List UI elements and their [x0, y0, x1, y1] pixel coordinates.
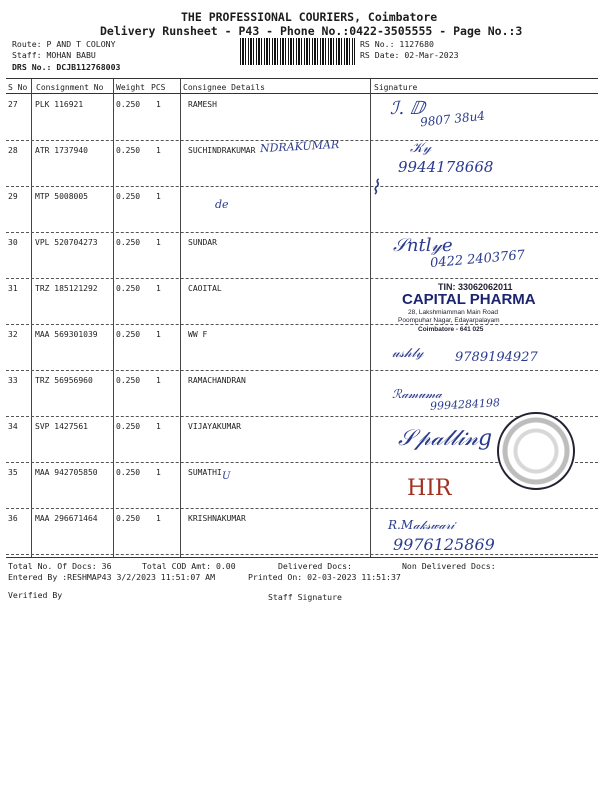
row-pcs: 1 — [156, 514, 161, 523]
signature-mark: 𝒮𝓅𝒶𝓁𝓁𝒾𝓃𝑔 — [398, 426, 493, 451]
signature-mark: 𝒮ntl𝓎e — [393, 235, 453, 256]
col-header-sno: S No — [8, 83, 28, 92]
row-consignment-no: PLK 116921 — [35, 100, 84, 109]
row-separator — [6, 232, 598, 233]
stamp-name: CAPITAL PHARMA — [402, 291, 536, 308]
signature-mark: 𝓊𝓈𝒽𝓁𝓎 — [392, 346, 424, 361]
barcode — [240, 38, 355, 65]
row-weight: 0.250 — [116, 422, 141, 431]
staff-signature-label: Staff Signature — [268, 592, 342, 602]
row-weight: 0.250 — [116, 146, 141, 155]
initials-mark: HIR — [407, 476, 452, 501]
row-pcs: 1 — [156, 146, 161, 155]
non-delivered-docs: Non Delivered Docs: — [402, 561, 496, 571]
row-consignment-no: ATR 1737940 — [35, 146, 88, 155]
printed-on: Printed On: 02-03-2023 11:51:37 — [248, 572, 401, 582]
row-sno: 28 — [8, 146, 18, 155]
row-pcs: 1 — [156, 468, 161, 477]
col-divider — [31, 79, 32, 557]
signature-mark: ℛ𝒶𝓂𝓊𝓂𝒶 — [392, 387, 442, 401]
row-consignee: RAMESH — [188, 100, 217, 109]
row-sno: 36 — [8, 514, 18, 523]
row-separator — [6, 416, 598, 417]
verified-by: Verified By — [8, 590, 63, 600]
staff-label: Staff: MOHAN BABU — [12, 50, 96, 60]
col-header-consignment: Consignment No — [36, 83, 104, 92]
row-pcs: 1 — [156, 100, 161, 109]
col-header-consignee: Consignee Details — [183, 83, 265, 92]
row-pcs: 1 — [156, 422, 161, 431]
runsheet-subtitle: Delivery Runsheet - P43 - Phone No.:0422-3505555 - Page No.:3 — [100, 24, 523, 38]
stamp-tin: TIN: 33062062011 — [438, 282, 513, 292]
row-consignment-no: SVP 1427561 — [35, 422, 88, 431]
row-weight: 0.250 — [116, 376, 141, 385]
row-pcs: 1 — [156, 376, 161, 385]
row-consignee: SUCHINDRAKUMAR — [188, 146, 256, 155]
row-sno: 27 — [8, 100, 18, 109]
row-pcs: 1 — [156, 284, 161, 293]
row-consignee: WW F — [188, 330, 208, 339]
row-consignment-no: MAA 296671464 — [35, 514, 98, 523]
row-sno: 34 — [8, 422, 18, 431]
row-consignment-no: VPL 520704273 — [35, 238, 98, 247]
row-consignment-no: TRZ 185121292 — [35, 284, 98, 293]
delivered-docs: Delivered Docs: — [278, 561, 352, 571]
row-weight: 0.250 — [116, 468, 141, 477]
phone-handwritten: 9789194927 — [455, 350, 538, 365]
col-divider — [113, 79, 114, 557]
stamp-address: 28, Lakshmiamman Main Road — [408, 309, 498, 316]
company-title: THE PROFESSIONAL COURIERS, Coimbatore — [181, 10, 438, 24]
initials-mark: de — [215, 198, 229, 211]
signature-mark: ⌇ — [370, 175, 380, 199]
row-sno: 33 — [8, 376, 18, 385]
col-header-weight: Weight — [116, 83, 145, 92]
phone-handwritten: 0422 2403767 — [429, 247, 526, 272]
row-separator — [6, 554, 598, 555]
row-weight: 0.250 — [116, 192, 141, 201]
consignee-handwritten: U — [222, 471, 231, 482]
row-consignment-no: MTP 5008005 — [35, 192, 88, 201]
phone-handwritten: 9994284198 — [429, 396, 501, 413]
row-separator — [6, 186, 598, 187]
consignee-handwritten: NDRAKUMAR — [259, 137, 340, 156]
total-cod: Total COD Amt: 0.00 — [142, 561, 236, 571]
stamp-address: Poompuhar Nagar, Edayarpalayam — [398, 317, 500, 324]
row-weight: 0.250 — [116, 330, 141, 339]
table-bottom-rule — [6, 557, 598, 558]
col-header-signature: Signature — [374, 83, 418, 92]
row-separator — [6, 278, 598, 279]
col-divider — [370, 79, 371, 557]
table-header-rule — [6, 93, 598, 94]
row-sno: 35 — [8, 468, 18, 477]
round-seal-stamp — [497, 412, 575, 490]
total-docs: Total No. Of Docs: 36 — [8, 561, 112, 571]
signature-mark: ℐ. ⅅ — [390, 98, 425, 119]
row-consignee: RAMACHANDRAN — [188, 376, 246, 385]
rs-date: RS Date: 02-Mar-2023 — [360, 50, 459, 60]
row-consignee: KRISHNAKUMAR — [188, 514, 246, 523]
row-weight: 0.250 — [116, 238, 141, 247]
row-weight: 0.250 — [116, 100, 141, 109]
row-weight: 0.250 — [116, 514, 141, 523]
row-consignee: VIJAYAKUMAR — [188, 422, 241, 431]
row-sno: 30 — [8, 238, 18, 247]
table-top-rule — [6, 78, 598, 79]
stamp-city: Coimbatore - 641 025 — [418, 326, 484, 333]
col-header-pcs: PCS — [151, 83, 166, 92]
row-sno: 31 — [8, 284, 18, 293]
col-divider — [180, 79, 181, 557]
row-consignee: SUNDAR — [188, 238, 217, 247]
row-pcs: 1 — [156, 238, 161, 247]
route-label: Route: P AND T COLONY — [12, 39, 116, 49]
row-consignment-no: TRZ 56956960 — [35, 376, 93, 385]
row-pcs: 1 — [156, 192, 161, 201]
row-separator — [6, 324, 598, 325]
entered-by: Entered By :RESHMAP43 3/2/2023 11:51:07 AM — [8, 572, 216, 582]
phone-handwritten: 9807 38u4 — [419, 108, 486, 130]
row-consignee: CAOITAL — [188, 284, 222, 293]
row-separator — [6, 508, 598, 509]
row-pcs: 1 — [156, 330, 161, 339]
row-consignment-no: MAA 942705850 — [35, 468, 98, 477]
signature-mark: R.𝑀𝒶𝓀𝓈𝓌𝒶𝓇𝒾 — [388, 518, 455, 532]
phone-handwritten: 9944178668 — [398, 158, 494, 176]
row-separator — [6, 370, 598, 371]
drs-number: DRS No.: DCJB112768003 — [12, 62, 121, 72]
row-consignee: SUMATHI — [188, 468, 222, 477]
row-sno: 32 — [8, 330, 18, 339]
row-consignment-no: MAA 569301039 — [35, 330, 98, 339]
rs-number: RS No.: 1127680 — [360, 39, 434, 49]
signature-mark: 𝒦𝓎 — [410, 140, 432, 156]
row-weight: 0.250 — [116, 284, 141, 293]
row-sno: 29 — [8, 192, 18, 201]
phone-handwritten: 9976125869 — [393, 535, 495, 554]
